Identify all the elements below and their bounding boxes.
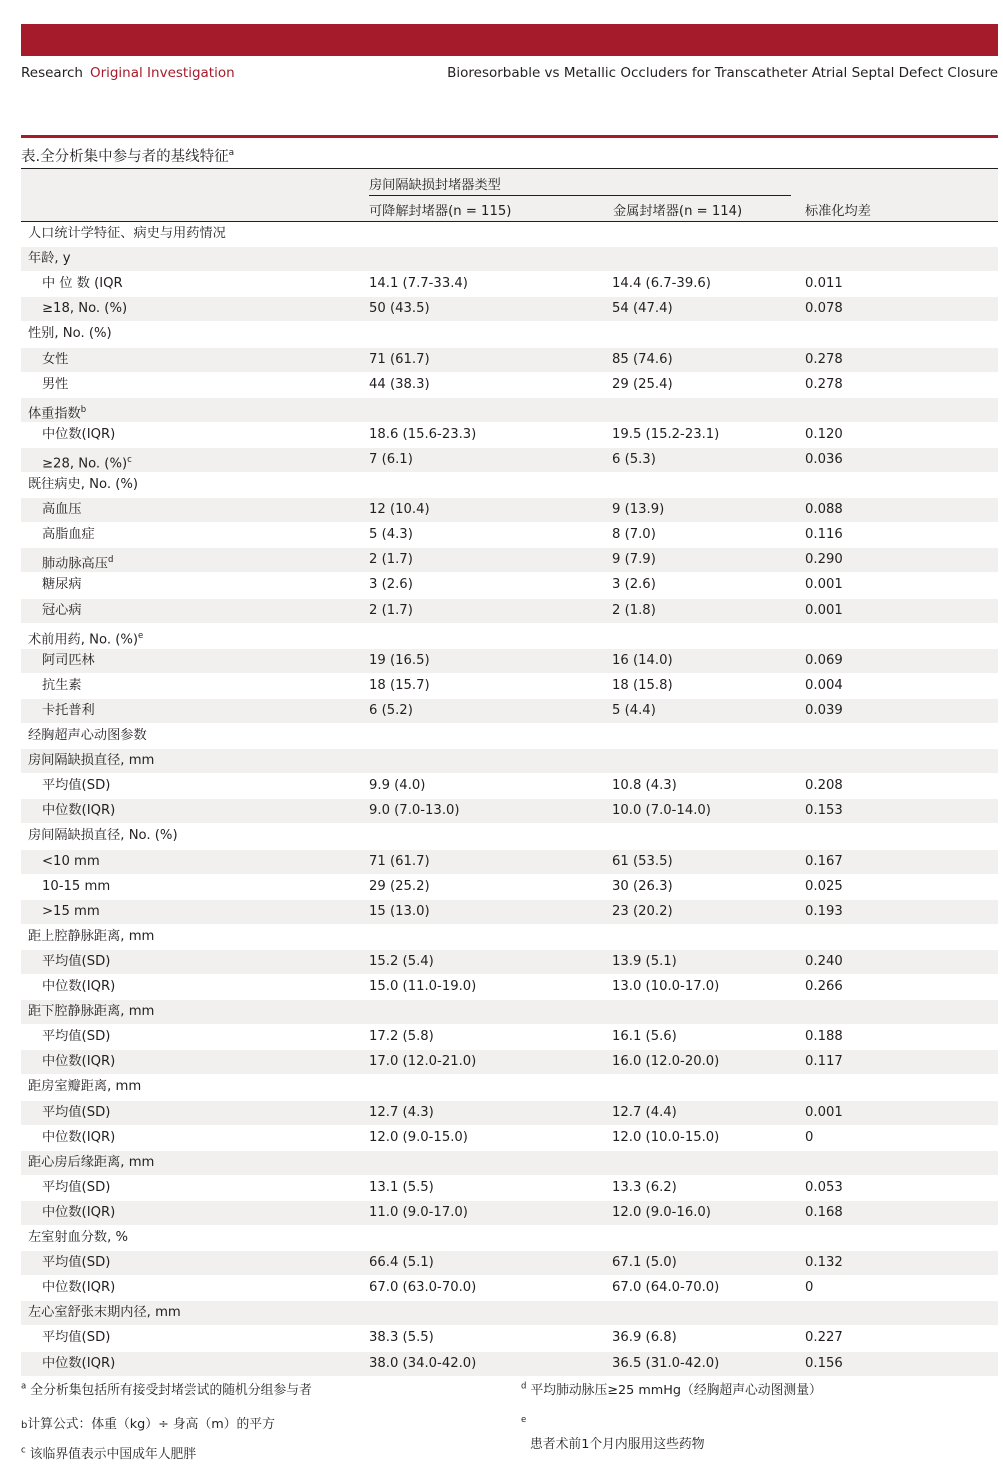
row-band (21, 599, 998, 623)
row-band (21, 850, 998, 874)
cell-smd: 0.193 (805, 903, 843, 919)
row-band (21, 297, 998, 321)
cell-bioresorbable: 71 (61.7) (369, 853, 430, 869)
cell-bioresorbable: 66.4 (5.1) (369, 1255, 434, 1271)
table-group-label: 房间隔缺损直径, No. (%) (28, 828, 178, 844)
cell-metallic: 18 (15.8) (612, 677, 673, 693)
cell-metallic: 9 (7.9) (612, 552, 656, 568)
cell-metallic: 16.0 (12.0-20.0) (612, 1054, 720, 1070)
row-band (21, 1251, 998, 1275)
cell-bioresorbable: 15.0 (11.0-19.0) (369, 979, 477, 994)
cell-metallic: 10.8 (4.3) (612, 778, 677, 794)
table-row-label: 女性 (42, 351, 69, 367)
cell-metallic: 85 (74.6) (612, 351, 673, 367)
cell-smd: 0.117 (805, 1054, 843, 1070)
cell-smd: 0.053 (805, 1179, 843, 1195)
cell-smd: 0.132 (805, 1255, 843, 1271)
cell-bioresorbable: 5 (4.3) (369, 527, 413, 543)
cell-metallic: 67.1 (5.0) (612, 1255, 677, 1271)
cell-smd: 0 (805, 1129, 814, 1145)
cell-metallic: 30 (26.3) (612, 878, 673, 894)
cell-bioresorbable: 15.2 (5.4) (369, 953, 434, 969)
cell-bioresorbable: 13.1 (5.5) (369, 1179, 434, 1195)
header-rule (21, 135, 998, 138)
table-row-label: 糖尿病 (42, 577, 82, 593)
cell-metallic: 14.4 (6.7-39.6) (612, 276, 711, 292)
cell-smd: 0.069 (805, 652, 843, 668)
cell-metallic: 67.0 (64.0-70.0) (612, 1280, 720, 1296)
table-group-label: 房间隔缺损直径, mm (28, 753, 155, 769)
cell-bioresorbable: 38.3 (5.5) (369, 1330, 434, 1346)
table-row-label: 10-15 mm (42, 878, 111, 894)
group-header: 房间隔缺损封堵器类型 (369, 178, 501, 193)
table-group-label: 既往病史, No. (%) (28, 477, 139, 492)
cell-bioresorbable: 9.0 (7.0-13.0) (369, 803, 460, 819)
row-band (21, 900, 998, 924)
cell-bioresorbable: 11.0 (9.0-17.0) (369, 1204, 468, 1220)
table-row-label: 中位数(IQR) (42, 1204, 116, 1220)
table-group-label: 距上腔静脉距离, mm (28, 928, 155, 944)
article-section (21, 65, 235, 81)
table-row-label: 中位数(IQR) (42, 1280, 116, 1296)
row-band (21, 749, 998, 773)
cell-smd: 0.156 (805, 1355, 843, 1371)
table-section-label: 人口统计学特征、病史与用药情况 (28, 226, 226, 241)
cell-metallic: 61 (53.5) (612, 853, 673, 869)
cell-metallic: 2 (1.8) (612, 602, 656, 618)
row-band (21, 548, 998, 572)
cell-smd: 0.290 (805, 552, 843, 568)
cell-bioresorbable: 18 (15.7) (369, 677, 430, 693)
cell-smd: 0.001 (805, 1104, 843, 1120)
row-band (21, 498, 998, 522)
table-row-label: 中位数(IQR) (42, 979, 116, 994)
cell-smd: 0.227 (805, 1330, 843, 1346)
cell-smd: 0.004 (805, 677, 843, 693)
cell-bioresorbable: 12.0 (9.0-15.0) (369, 1129, 468, 1145)
table-header-rule (21, 221, 998, 222)
table-row-label: 中 位 数 (IQR (42, 276, 123, 292)
table-title: 表.全分析集中参与者的基线特征$^a$ (21, 148, 235, 165)
table-row-label: ≥18, No. (%) (42, 301, 128, 317)
journal-header-bar (21, 24, 998, 56)
cell-bioresorbable: 50 (43.5) (369, 301, 430, 317)
col-header-smd: 标准化均差 (805, 204, 871, 219)
cell-bioresorbable: 71 (61.7) (369, 351, 430, 367)
cell-bioresorbable: 19 (16.5) (369, 652, 430, 668)
cell-smd: 0.278 (805, 351, 843, 367)
table-row-label: 中位数(IQR) (42, 1355, 116, 1371)
footnote-b: b计算公式：体重（kg）÷ 身高（m）的平方 (21, 1417, 275, 1432)
cell-smd: 0.208 (805, 778, 843, 794)
footnote-e: 患者术前1个月内服用这些药物 (530, 1437, 705, 1452)
cell-metallic: 12.0 (10.0-15.0) (612, 1129, 720, 1145)
group-header-rule (369, 195, 791, 196)
cell-bioresorbable: 7 (6.1) (369, 451, 413, 467)
row-band (21, 649, 998, 673)
cell-smd: 0.240 (805, 953, 843, 969)
table-group-label: 术前用药, No. (%)$^e$ (28, 630, 144, 647)
table-group-label: 左室射血分数, % (28, 1230, 129, 1245)
row-band (21, 1050, 998, 1074)
cell-smd: 0.116 (805, 527, 843, 543)
table-group-label: 距下腔静脉距离, mm (28, 1004, 155, 1020)
running-title: Bioresorbable vs Metallic Occluders for Transcatheter Atrial Septal Defect Closure (447, 65, 998, 81)
table-row-label: 卡托普利 (42, 702, 95, 718)
cell-smd: 0.188 (805, 1029, 843, 1045)
table-row-label: 冠心病 (42, 602, 82, 618)
cell-bioresorbable: 17.0 (12.0-21.0) (369, 1054, 477, 1070)
cell-smd: 0.001 (805, 602, 843, 618)
cell-bioresorbable: 9.9 (4.0) (369, 778, 426, 794)
row-band (21, 1201, 998, 1225)
cell-metallic: 3 (2.6) (612, 577, 656, 593)
cell-smd: 0.036 (805, 451, 843, 467)
cell-smd: 0.088 (805, 502, 843, 518)
row-band (21, 1151, 998, 1175)
table-row-label: 平均值(SD) (42, 1179, 111, 1195)
footnote-d: $^d$ 平均肺动脉压≥25 mmHg（经胸超声心动图测量） (521, 1381, 822, 1398)
table-row-label: 平均值(SD) (42, 1330, 111, 1346)
table-row-label: 高脂血症 (42, 527, 95, 543)
table-row-label: 平均值(SD) (42, 1255, 111, 1271)
table-row-label: 平均值(SD) (42, 953, 111, 969)
table-row-label: 中位数(IQR) (42, 426, 116, 442)
cell-smd: 0.168 (805, 1204, 843, 1220)
table-row-label: 男性 (42, 376, 69, 392)
cell-metallic: 6 (5.3) (612, 451, 656, 467)
cell-smd: 0.078 (805, 301, 843, 317)
cell-metallic: 10.0 (7.0-14.0) (612, 803, 711, 819)
footnote-e-mark: e (521, 1415, 527, 1425)
table-row-label: 肺动脉高压$^d$ (42, 555, 114, 572)
cell-bioresorbable: 44 (38.3) (369, 376, 430, 392)
col-header-bioresorbable: 可降解封堵器(n = 115) (369, 204, 512, 219)
table-group-label: 左心室舒张末期内径, mm (28, 1305, 181, 1321)
cell-bioresorbable: 67.0 (63.0-70.0) (369, 1280, 477, 1296)
row-band (21, 398, 998, 422)
cell-metallic: 9 (13.9) (612, 502, 665, 518)
table-row-label: <10 mm (42, 853, 100, 869)
cell-bioresorbable: 6 (5.2) (369, 702, 413, 718)
cell-smd: 0.120 (805, 426, 843, 442)
cell-smd: 0.266 (805, 979, 843, 994)
cell-bioresorbable: 2 (1.7) (369, 552, 413, 568)
row-band (21, 348, 998, 372)
table-section-label: 经胸超声心动图参数 (28, 728, 147, 743)
row-band (21, 1352, 998, 1376)
cell-metallic: 54 (47.4) (612, 301, 673, 317)
cell-bioresorbable: 15 (13.0) (369, 903, 430, 919)
cell-metallic: 5 (4.4) (612, 702, 656, 718)
row-band (21, 699, 998, 723)
row-band (21, 448, 998, 472)
row-band (21, 950, 998, 974)
cell-smd: 0 (805, 1280, 814, 1296)
footnote-c: $^c$ 该临界值表示中国成年人肥胖 (21, 1445, 197, 1462)
cell-metallic: 8 (7.0) (612, 527, 656, 543)
cell-smd: 0.001 (805, 577, 843, 593)
row-band (21, 799, 998, 823)
table-row-label: 中位数(IQR) (42, 803, 116, 819)
table-group-label: 年龄, y (28, 251, 71, 267)
cell-metallic: 13.0 (10.0-17.0) (612, 979, 720, 994)
table-group-label: 性别, No. (%) (28, 326, 112, 342)
table-row-label: 中位数(IQR) (42, 1129, 116, 1145)
cell-bioresorbable: 38.0 (34.0-42.0) (369, 1355, 477, 1371)
cell-metallic: 12.7 (4.4) (612, 1104, 677, 1120)
table-row-label: 抗生素 (42, 677, 82, 693)
table-group-label: 体重指数$^b$ (28, 404, 87, 422)
cell-smd: 0.153 (805, 803, 843, 819)
cell-metallic: 16.1 (5.6) (612, 1029, 677, 1045)
footnote-a: $^a$ 全分析集包括所有接受封堵尝试的随机分组参与者 (21, 1381, 312, 1398)
cell-bioresorbable: 12 (10.4) (369, 502, 430, 518)
cell-smd: 0.039 (805, 702, 843, 718)
table-row-label: 中位数(IQR) (42, 1054, 116, 1070)
cell-smd: 0.025 (805, 878, 843, 894)
cell-metallic: 12.0 (9.0-16.0) (612, 1204, 711, 1220)
cell-metallic: 19.5 (15.2-23.1) (612, 426, 720, 442)
col-header-metallic: 金属封堵器(n = 114) (613, 204, 743, 219)
cell-bioresorbable: 17.2 (5.8) (369, 1029, 434, 1045)
cell-bioresorbable: 3 (2.6) (369, 577, 413, 593)
cell-bioresorbable: 12.7 (4.3) (369, 1104, 434, 1120)
cell-metallic: 36.5 (31.0-42.0) (612, 1355, 720, 1371)
cell-smd: 0.011 (805, 276, 843, 292)
cell-metallic: 29 (25.4) (612, 376, 673, 392)
cell-smd: 0.278 (805, 376, 843, 392)
table-group-label: 距房室瓣距离, mm (28, 1079, 142, 1095)
section-label: Research (21, 65, 83, 81)
table-row-label: >15 mm (42, 903, 100, 919)
cell-bioresorbable: 29 (25.2) (369, 878, 430, 894)
cell-bioresorbable: 14.1 (7.7-33.4) (369, 276, 468, 292)
row-band (21, 1101, 998, 1125)
row-band (21, 1000, 998, 1024)
table-row-label: ≥28, No. (%)$^c$ (42, 454, 132, 472)
table-row-label: 平均值(SD) (42, 778, 111, 794)
subsection-label: Original Investigation (89, 65, 235, 81)
table-row-label: 平均值(SD) (42, 1029, 111, 1045)
cell-metallic: 13.9 (5.1) (612, 953, 677, 969)
table-row-label: 平均值(SD) (42, 1104, 111, 1120)
table-row-label: 阿司匹林 (42, 652, 95, 668)
table-row-label: 高血压 (42, 502, 82, 518)
row-band (21, 247, 998, 271)
cell-metallic: 16 (14.0) (612, 652, 673, 668)
cell-smd: 0.167 (805, 853, 843, 869)
cell-metallic: 36.9 (6.8) (612, 1330, 677, 1346)
cell-bioresorbable: 18.6 (15.6-23.3) (369, 426, 477, 442)
table-group-label: 距心房后缘距离, mm (28, 1154, 155, 1170)
cell-metallic: 13.3 (6.2) (612, 1179, 677, 1195)
cell-metallic: 23 (20.2) (612, 903, 673, 919)
cell-bioresorbable: 2 (1.7) (369, 602, 413, 618)
